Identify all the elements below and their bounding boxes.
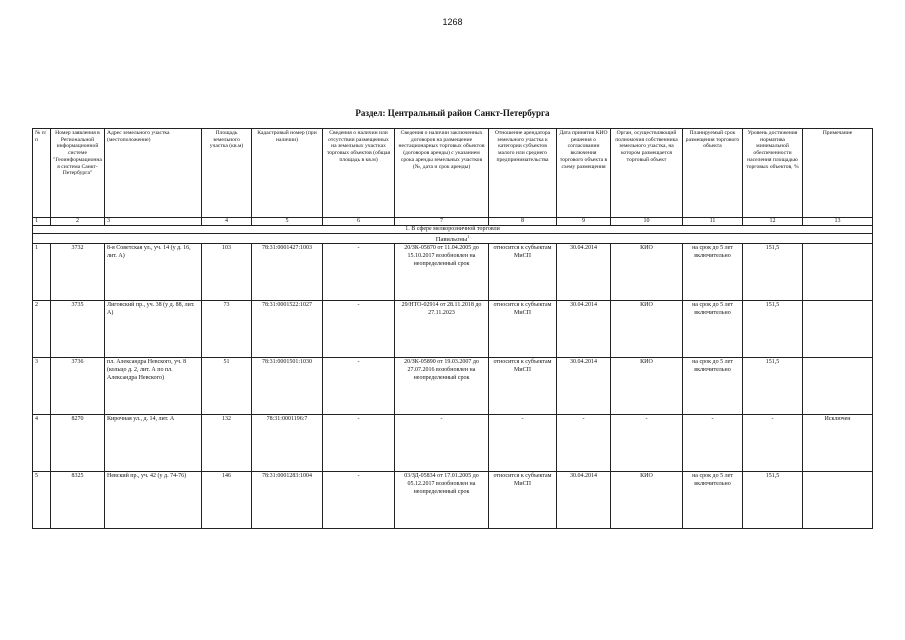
- cell-note: [803, 358, 873, 415]
- table-row: [33, 244, 873, 301]
- cell-application-number: 3732: [51, 244, 105, 301]
- subsection-heading: Павильоны: [435, 236, 468, 244]
- cell-term: -: [683, 415, 743, 472]
- cell-note: Исключен: [803, 415, 873, 472]
- cell-note: [803, 301, 873, 358]
- cell-term: на срок до 5 лет включительно: [683, 301, 743, 358]
- cell-objects: -: [323, 415, 395, 472]
- header-row: [33, 129, 873, 218]
- cell-authority: КИО: [611, 358, 683, 415]
- col-header-sme: Отношение арендатора земельного участка к категории субъектов малого или среднего предпринимательства: [489, 129, 557, 218]
- cell-contract: 29/НТО-02914 от 28.11.2018 до 27.11.2023: [395, 301, 489, 358]
- cell-sme-status: относится к субъектам МиСП: [489, 358, 557, 415]
- cell-decision-date: 30.04.2014: [557, 472, 611, 529]
- col-header-note: Примечание: [803, 129, 873, 218]
- cell-address: 8-я Советская ул., уч. 14 (у д. 16, лит. А): [105, 244, 202, 301]
- col-header-contracts: Сведения о наличии заключенных договоров на размещение нестационарных торговых объектов (договоров аренды) с указанием срока аренды земельных участков (№, дата и срок аренды): [395, 129, 489, 218]
- table-row: [33, 472, 873, 529]
- col-header-objects: Сведения о наличии или отсутствии размещенных на земельных участках торговых объектов (общая площадь в кв.м): [323, 129, 395, 218]
- column-number: 3: [105, 218, 202, 226]
- column-number: 5: [252, 218, 323, 226]
- cell-area: 103: [202, 244, 252, 301]
- column-number: 4: [202, 218, 252, 226]
- column-number: 2: [51, 218, 105, 226]
- cell-authority: -: [611, 415, 683, 472]
- col-header-application: Номер заявления в Региональной информационной системе "Геоинформационная система Санкт-Петербурга": [51, 129, 105, 218]
- cell-cadastral-number: 78:31:0001427:1003: [252, 244, 323, 301]
- col-header-level: Уровень достижения норматива минимальной обеспеченности населения площадью торговых объектов, %: [743, 129, 803, 218]
- cell-decision-date: -: [557, 415, 611, 472]
- cell-sme-status: относится к субъектам МиСП: [489, 244, 557, 301]
- cell-number: 2: [33, 301, 51, 358]
- cell-cadastral-number: 78:31:0001522:1027: [252, 301, 323, 358]
- cell-decision-date: 30.04.2014: [557, 301, 611, 358]
- cell-level: 151,5: [743, 244, 803, 301]
- column-number: 8: [489, 218, 557, 226]
- cell-area: 73: [202, 301, 252, 358]
- column-number: 7: [395, 218, 489, 226]
- cell-cadastral-number: 78:31:0001283:1004: [252, 472, 323, 529]
- col-header-number: № п/п: [33, 129, 51, 218]
- cell-sme-status: -: [489, 415, 557, 472]
- cell-level: 151,5: [743, 301, 803, 358]
- cell-contract: 20/ЗК-05870 от 11.04.2005 до 15.10.2017 возобновлен на неопределенный срок: [395, 244, 489, 301]
- cell-authority: КИО: [611, 301, 683, 358]
- cell-objects: -: [323, 301, 395, 358]
- column-number: 1: [33, 218, 51, 226]
- cell-address: Лиговский пр., уч. 38 (у д. 88, лит. А): [105, 301, 202, 358]
- cell-note: [803, 244, 873, 301]
- cell-application-number: 8270: [51, 415, 105, 472]
- subsection-heading-row: [33, 234, 873, 244]
- cell-application-number: 3736: [51, 358, 105, 415]
- cell-decision-date: 30.04.2014: [557, 244, 611, 301]
- cell-term: на срок до 5 лет включительно: [683, 358, 743, 415]
- cell-sme-status: относится к субъектам МиСП: [489, 472, 557, 529]
- cell-address: пл. Александра Невского, уч. 8 (кольцо д. 2, лит. А по пл. Александра Невского): [105, 358, 202, 415]
- cell-area: 51: [202, 358, 252, 415]
- cell-level: 151,5: [743, 358, 803, 415]
- cell-level: -: [743, 415, 803, 472]
- page-number: 1268: [442, 17, 463, 27]
- data-rows: [33, 244, 873, 529]
- table-row: [33, 358, 873, 415]
- subsection-footnote: 1: [467, 234, 470, 239]
- cell-application-number: 3735: [51, 301, 105, 358]
- cell-term: на срок до 5 лет включительно: [683, 244, 743, 301]
- cell-cadastral-number: 78:31:0001501:1030: [252, 358, 323, 415]
- col-header-cadastral: Кадастровый номер (при наличии): [252, 129, 323, 218]
- cell-area: 132: [202, 415, 252, 472]
- sphere-heading: 1. В сфере мелкорозничной торговли: [33, 226, 873, 234]
- cell-contract: 03/ЗД-05834 от 17.01.2005 до 05.12.2017 возобновлен на неопределенный срок: [395, 472, 489, 529]
- cell-level: 151,5: [743, 472, 803, 529]
- cell-number: 3: [33, 358, 51, 415]
- cell-contract: 20/ЗК-05890 от 19.03.2007 до 27.07.2016 возобновлен на неопределенный срок: [395, 358, 489, 415]
- cell-application-number: 8325: [51, 472, 105, 529]
- cell-objects: -: [323, 358, 395, 415]
- cell-authority: КИО: [611, 472, 683, 529]
- column-number: 9: [557, 218, 611, 226]
- sphere-heading-row: [33, 226, 873, 234]
- section-title: Раздел: Центральный район Санкт-Петербурга: [355, 108, 550, 118]
- cell-address: Кирочная ул., д. 14, лит. А: [105, 415, 202, 472]
- cell-area: 146: [202, 472, 252, 529]
- column-number-row: [33, 218, 873, 226]
- column-number: 13: [803, 218, 873, 226]
- cell-number: 1: [33, 244, 51, 301]
- table-row: [33, 301, 873, 358]
- subsection-heading-cell: [33, 234, 873, 244]
- col-header-authority: Орган, осуществляющий полномочия собственника земельного участка, на котором размещается торговый объект: [611, 129, 683, 218]
- cell-objects: -: [323, 472, 395, 529]
- column-number: 12: [743, 218, 803, 226]
- cell-objects: -: [323, 244, 395, 301]
- column-number: 10: [611, 218, 683, 226]
- col-header-address: Адрес земельного участка (местоположение): [105, 129, 202, 218]
- cell-term: на срок до 5 лет включительно: [683, 472, 743, 529]
- column-number: 11: [683, 218, 743, 226]
- cell-number: 5: [33, 472, 51, 529]
- cell-cadastral-number: 78:31:0001196:7: [252, 415, 323, 472]
- col-header-term: Планируемый срок размещения торгового объекта: [683, 129, 743, 218]
- cell-contract: -: [395, 415, 489, 472]
- cell-address: Невский пр., уч. 42 (у д. 74-76): [105, 472, 202, 529]
- cell-decision-date: 30.04.2014: [557, 358, 611, 415]
- col-header-area: Площадь земельного участка (кв.м): [202, 129, 252, 218]
- table-row: [33, 415, 873, 472]
- cell-number: 4: [33, 415, 51, 472]
- cell-authority: КИО: [611, 244, 683, 301]
- column-number: 6: [323, 218, 395, 226]
- registry-table: [32, 128, 873, 529]
- cell-sme-status: относится к субъектам МиСП: [489, 301, 557, 358]
- col-header-decision-date: Дата принятия КИО решения о согласовании включения торгового объекта в схему размещения: [557, 129, 611, 218]
- cell-note: [803, 472, 873, 529]
